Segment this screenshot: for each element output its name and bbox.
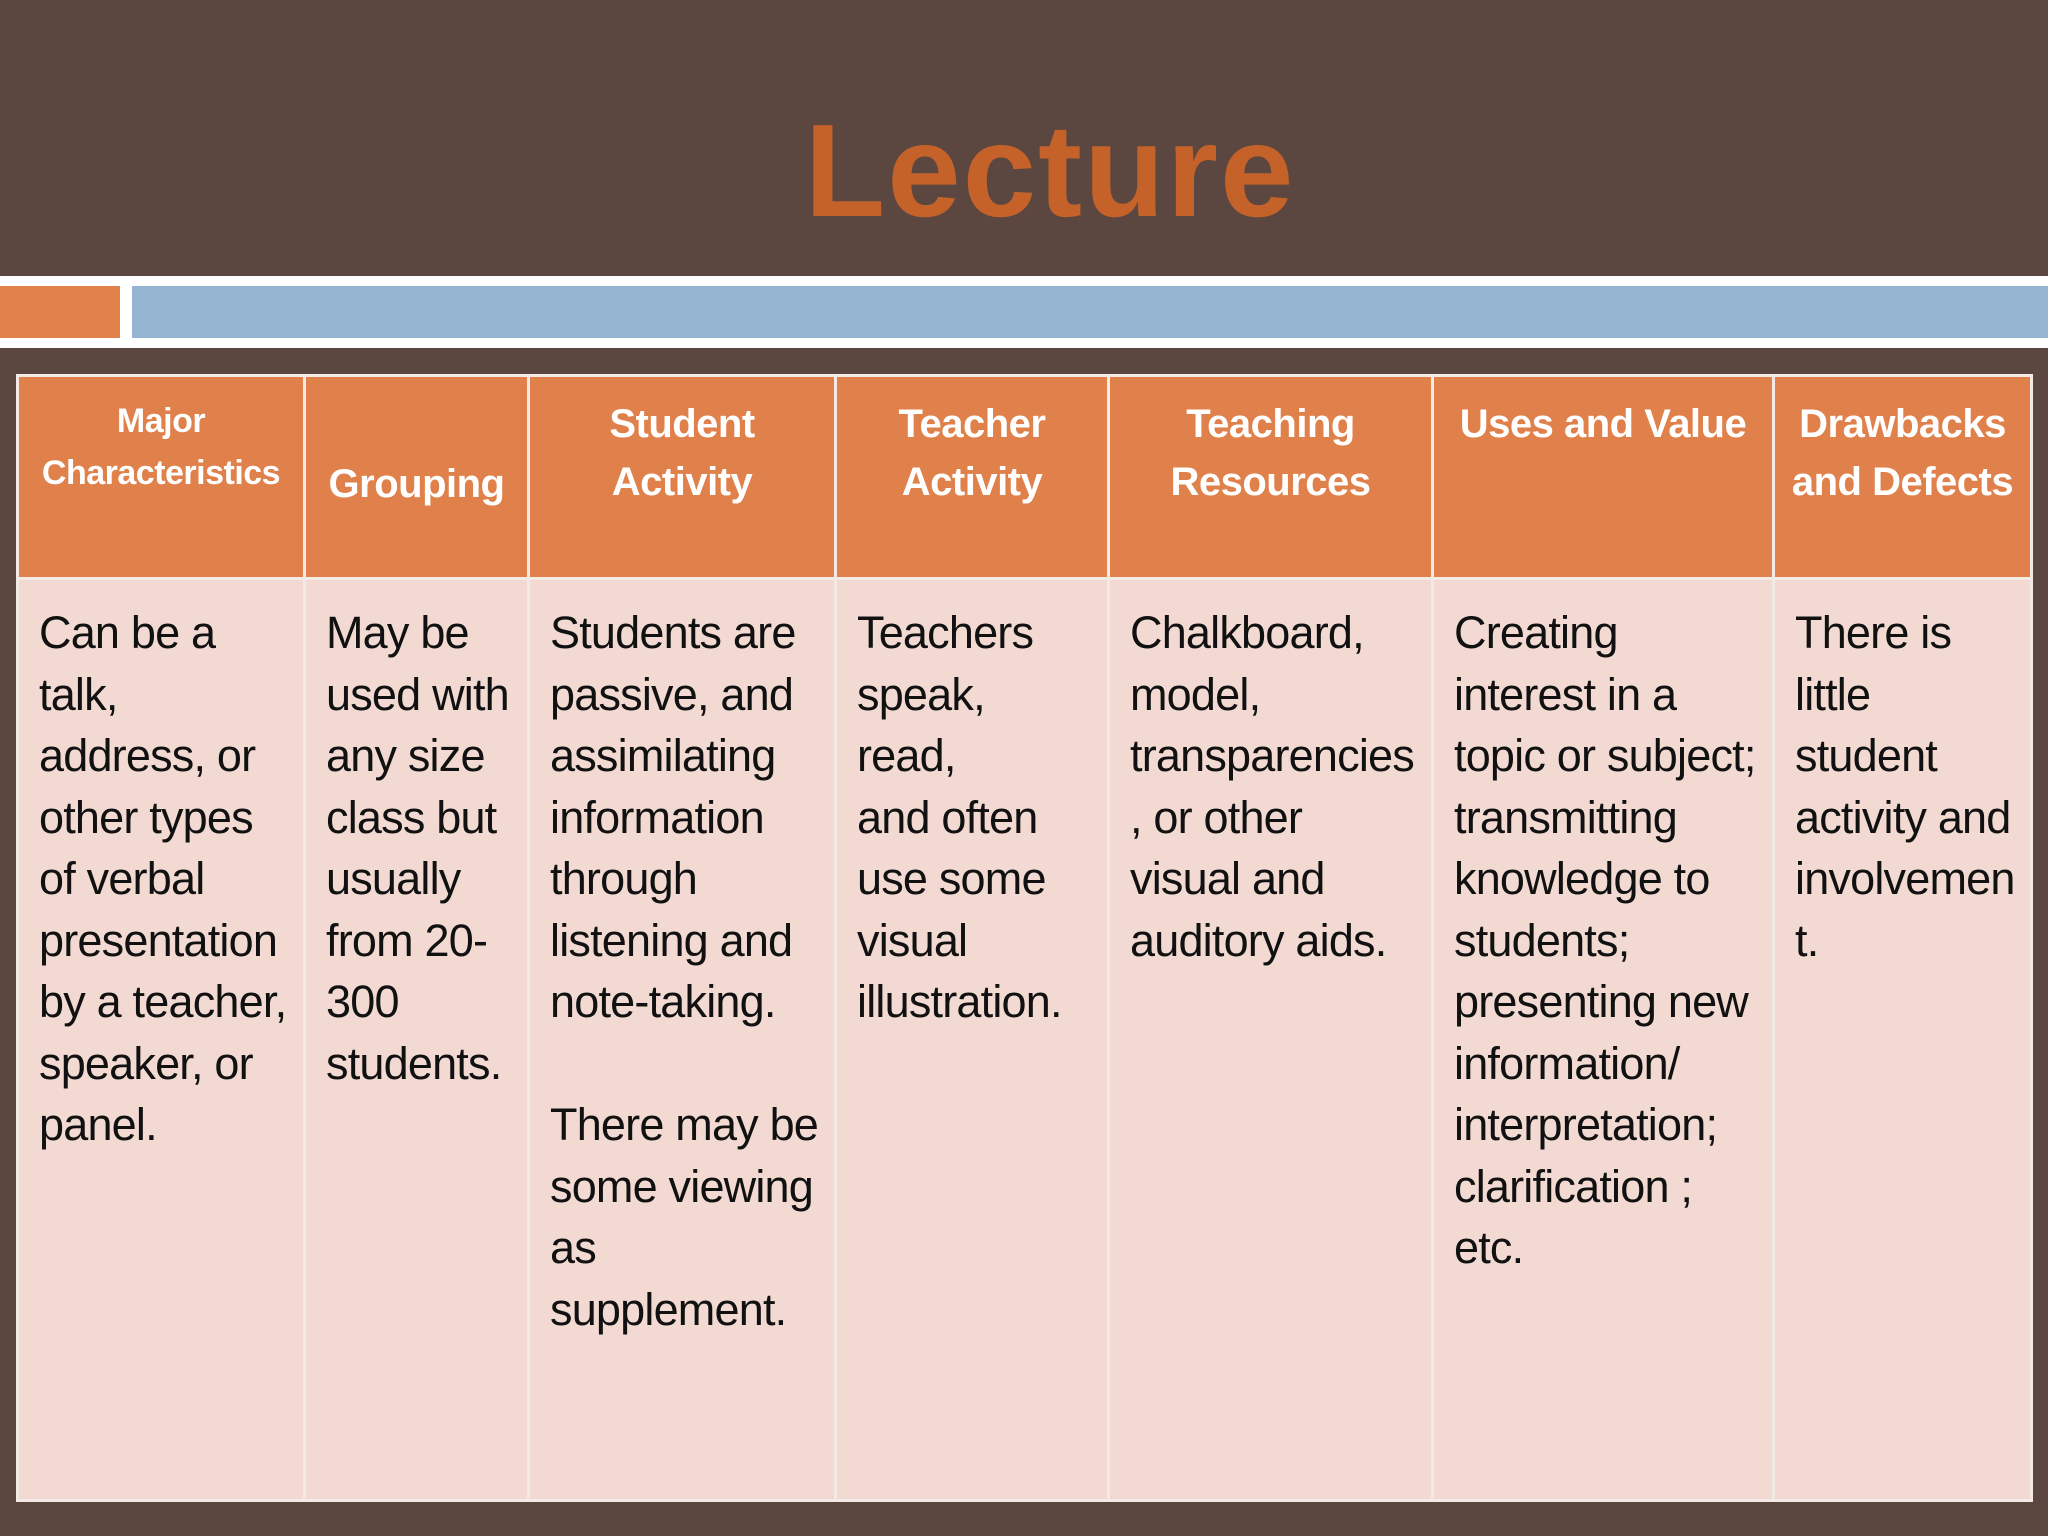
header-drawbacks-and-defects: Drawbacks and Defects [1774, 376, 2032, 579]
cell-student-activity: Students are passive, and assimilating information through listening and note-taking. There may be some viewing as supplement. [529, 579, 836, 1501]
accent-bar-orange [0, 286, 120, 338]
slide-title: Lecture [804, 97, 1296, 244]
header-student-activity: Student Activity [529, 376, 836, 579]
cell-drawbacks-and-defects: There is little student activity and involvemen t. [1774, 579, 2032, 1501]
accent-bar-blue [132, 286, 2048, 338]
table-row [18, 579, 2032, 1501]
header-row [18, 376, 2032, 579]
header-major-characteristics: Major Characteristics [18, 376, 305, 579]
cell-major-characteristics: Can be a talk, address, or other types of verbal presentation by a teacher, speaker, or panel. [18, 579, 305, 1501]
cell-teacher-activity: Teachers speak, read, and often use some visual illustration. [836, 579, 1109, 1501]
cell-uses-and-value: Creating interest in a topic or subject; transmitting knowledge to students; presenting new information/ interpretation; clarification ; etc. [1433, 579, 1774, 1501]
header-teacher-activity: Teacher Activity [836, 376, 1109, 579]
title-area [0, 0, 2048, 276]
header-uses-and-value: Uses and Value [1433, 376, 1774, 579]
cell-teaching-resources: Chalkboard, model, transparencies , or other visual and auditory aids. [1109, 579, 1433, 1501]
lecture-table [16, 374, 2033, 1502]
cell-grouping: May be used with any size class but usually from 20- 300 students. [305, 579, 529, 1501]
header-teaching-resources: Teaching Resources [1109, 376, 1433, 579]
header-grouping: Grouping [305, 376, 529, 579]
